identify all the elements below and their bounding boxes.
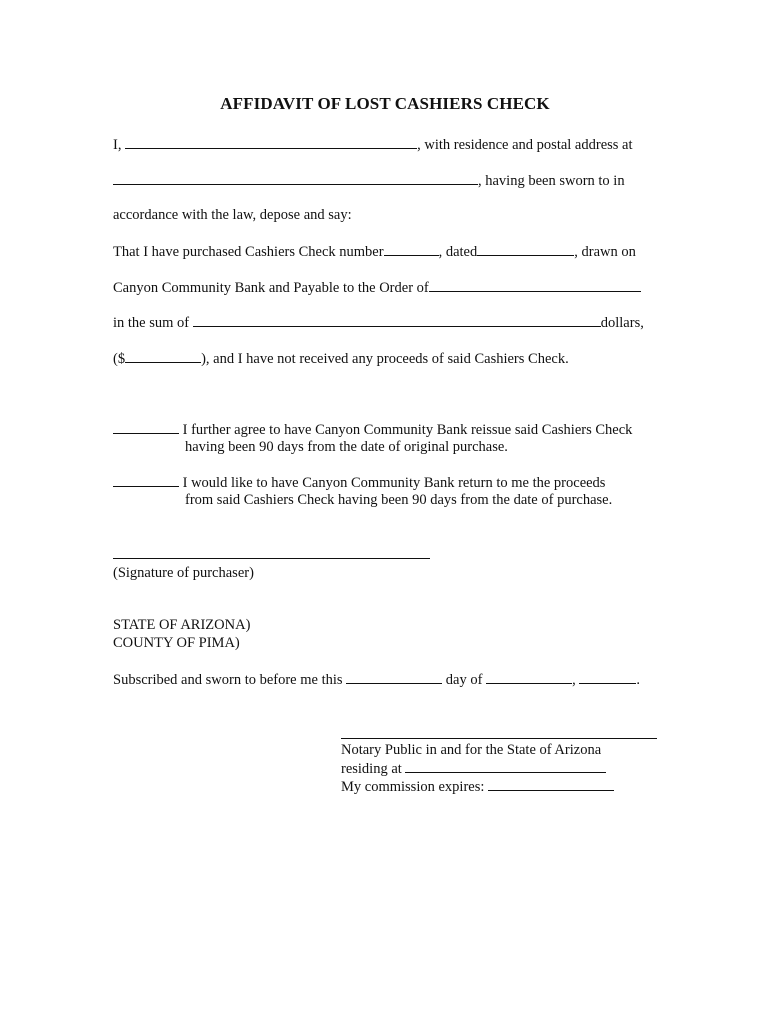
sworn-month-blank[interactable] xyxy=(486,671,572,684)
address-line xyxy=(113,172,625,190)
signature-line[interactable] xyxy=(113,558,430,559)
notary-commission-line xyxy=(341,778,614,796)
payee-blank[interactable] xyxy=(429,279,641,292)
sworn-line xyxy=(113,671,640,689)
dated-blank[interactable] xyxy=(477,243,574,256)
commission-blank[interactable] xyxy=(488,778,614,791)
sworn-year-blank[interactable] xyxy=(579,671,636,684)
residing-blank[interactable] xyxy=(405,760,606,773)
name-blank[interactable] xyxy=(125,136,417,149)
address-blank[interactable] xyxy=(113,172,478,185)
address-intro: , with residence and postal address at xyxy=(417,137,633,153)
check-number-blank[interactable] xyxy=(384,243,439,256)
sworn-intro: , having been sworn to in xyxy=(478,173,625,189)
payable-label: Canyon Community Bank and Payable to the Order of xyxy=(113,280,429,296)
i-label: I, xyxy=(113,137,122,153)
option-reissue xyxy=(113,421,632,439)
not-received-text: ), and I have not received any proceeds of said Cashiers Check. xyxy=(201,351,569,367)
amount-open: ($ xyxy=(113,351,126,367)
drawn-on-label: , drawn on xyxy=(574,244,636,260)
check-number-label: That I have purchased Cashiers Check number xyxy=(113,244,384,260)
name-line xyxy=(113,136,633,154)
commission-label: My commission expires: xyxy=(341,779,485,795)
sworn-comma: , xyxy=(572,672,576,688)
return-text-line1: I would like to have Canyon Community Bank return to me the proceeds xyxy=(182,475,606,491)
reissue-initial-blank[interactable] xyxy=(113,421,179,434)
notary-title: Notary Public in and for the State of Arizona xyxy=(341,742,602,758)
sworn-label: Subscribed and sworn to before me this xyxy=(113,672,343,688)
state-line: STATE OF ARIZONA) xyxy=(113,617,251,633)
sworn-day-blank[interactable] xyxy=(346,671,442,684)
dollars-label: dollars, xyxy=(600,315,644,331)
residing-label: residing at xyxy=(341,761,402,777)
sum-line xyxy=(113,314,644,332)
sum-words-blank[interactable] xyxy=(193,314,601,327)
signature-label: (Signature of purchaser) xyxy=(113,565,254,581)
check-number-line xyxy=(113,243,636,261)
notary-residing-line xyxy=(341,760,606,778)
return-text-line2: from said Cashiers Check having been 90 days from the date of purchase. xyxy=(185,492,613,508)
document-title: AFFIDAVIT OF LOST CASHIERS CHECK xyxy=(220,94,550,113)
payable-line xyxy=(113,279,641,297)
amount-blank[interactable] xyxy=(125,350,201,363)
dated-label: , dated xyxy=(438,244,478,260)
sworn-period: . xyxy=(636,672,640,688)
county-line: COUNTY OF PIMA) xyxy=(113,635,240,651)
option-return xyxy=(113,474,605,492)
sum-label: in the sum of xyxy=(113,315,190,331)
return-initial-blank[interactable] xyxy=(113,474,179,487)
amount-line xyxy=(113,350,569,368)
accordance-line: accordance with the law, depose and say: xyxy=(113,207,352,223)
notary-signature-line[interactable] xyxy=(341,738,657,739)
reissue-text-line1: I further agree to have Canyon Community Bank reissue said Cashiers Check xyxy=(182,422,633,438)
reissue-text-line2: having been 90 days from the date of original purchase. xyxy=(185,439,508,455)
day-of-label: day of xyxy=(445,672,483,688)
